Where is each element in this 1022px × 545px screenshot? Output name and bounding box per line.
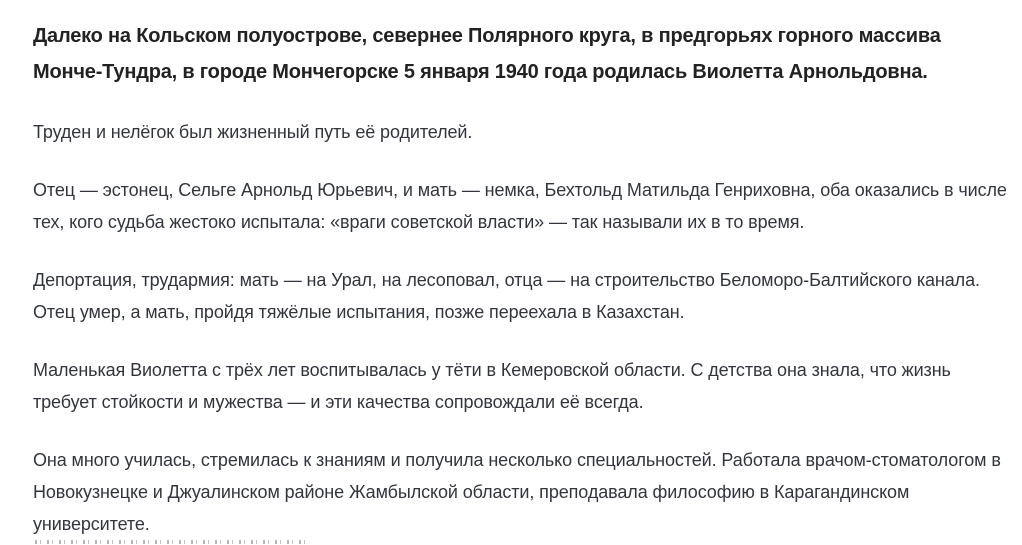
paragraph-deportation: Депортация, трудармия: мать — на Урал, на лесоповал, отца — на строительство Беломоро-Балтийского канала. Отец умер, а мать, пройдя тяжёлые испытания, позже переехала в Казахстан. — [33, 270, 980, 322]
paragraph-childhood: Маленькая Виолетта с трёх лет воспитывалась у тёти в Кемеровской области. С детства она знала, что жизнь требует стойкости и мужества — и эти качества сопровождали её всегда. — [33, 360, 951, 412]
clipped-text-sliver — [35, 540, 307, 544]
paragraph-education-career: Она много училась, стремилась к знаниям и получила несколько специальностей. Работала врачом-стоматологом в Новокузнецке и Джуалинском районе Жамбылской области, преподавала философию в Карагандинском университете. — [33, 450, 1001, 534]
lead-paragraph: Далеко на Кольском полуострове, севернее Полярного круга, в предгорьях горного массива Монче-Тундра, в городе Мончегорске 5 января 1940 года родилась Виолетта Арнольдовна. — [33, 25, 941, 83]
paragraph-father-mother: Отец — эстонец, Сельге Арнольд Юрьевич, и мать — немка, Бехтольд Матильда Генриховна, оба оказались в числе тех, кого судьба жестоко испытала: «враги советской власти» — так называли их в то время. — [33, 180, 1007, 232]
paragraph-parents: Труден и нелёгок был жизненный путь её родителей. — [33, 122, 473, 142]
